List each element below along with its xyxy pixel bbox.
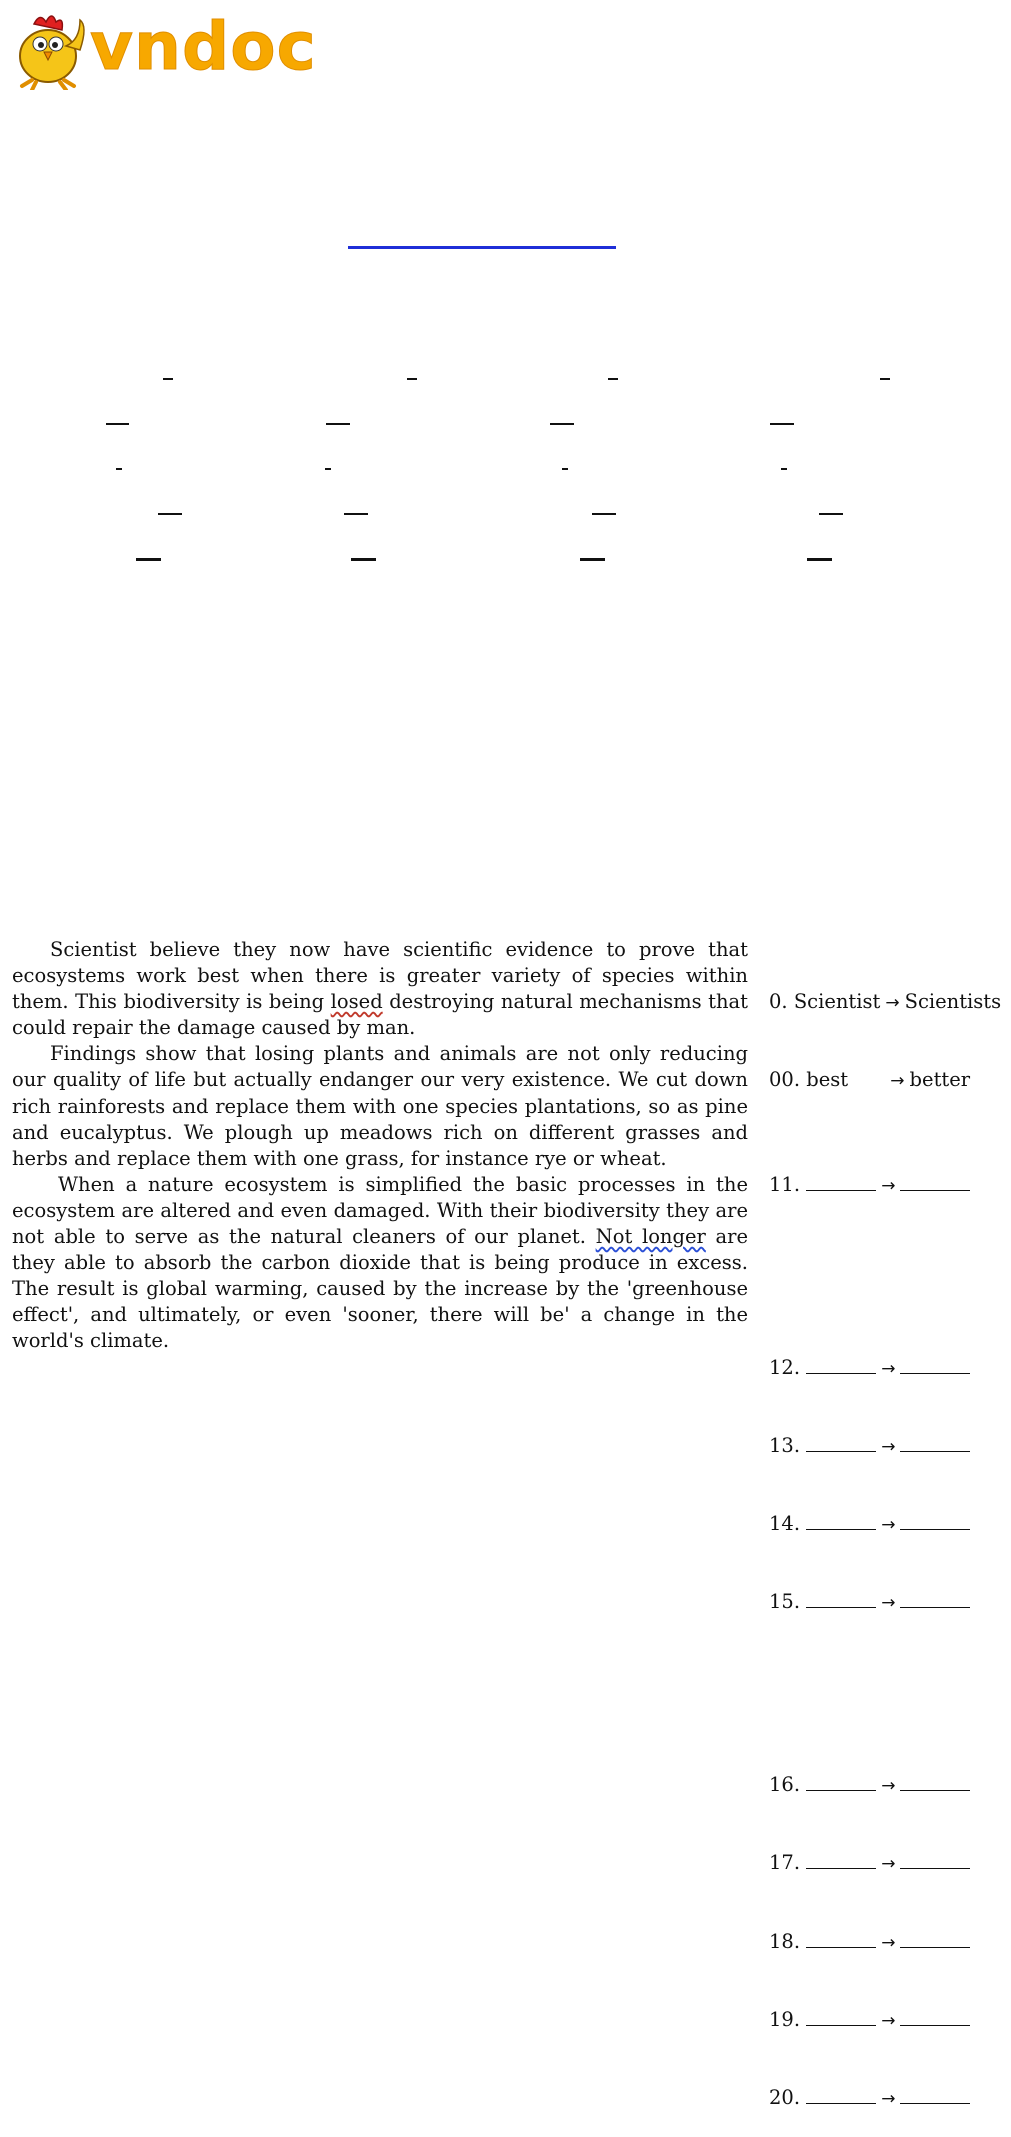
rule-mark <box>819 513 843 515</box>
example-row: 0. Scientist → Scientists <box>769 990 1002 1014</box>
arrow-icon: → <box>890 1071 905 1092</box>
reading-passage <box>12 937 748 1355</box>
answer-blank[interactable] <box>900 1929 970 1948</box>
rule-mark <box>592 513 616 515</box>
answer-row[interactable]: 20. → <box>769 2085 1009 2111</box>
rule-mark <box>326 423 350 425</box>
logo-wordmark: vndoc <box>90 8 317 85</box>
answer-blank[interactable] <box>806 1355 876 1374</box>
answer-blank[interactable] <box>806 1850 876 1869</box>
passage-paragraph-1: Scientist believe they now have scientific evidence to prove that ecosystems work best when there is greater variety of species within them. This biodiversity is being losed destroying natural mechanisms that could repair the damage caused by man. <box>12 938 748 1040</box>
answer-column <box>769 937 1009 2137</box>
answer-row[interactable]: 18. → <box>769 1929 1009 1955</box>
answer-blank[interactable] <box>806 1433 876 1452</box>
rule-mark <box>136 558 161 561</box>
rule-mark <box>407 378 417 380</box>
arrow-icon: → <box>881 1436 896 1457</box>
answer-blank[interactable] <box>900 2085 970 2104</box>
rule-mark <box>580 558 605 561</box>
passage-paragraph-3: When a nature ecosystem is simplified the basic processes in the ecosystem are altered and even damaged. With their biodiversity they are not able to serve as the natural cleaners of our planet. Not longer are they able to absorb the carbon dioxide that is being produce in excess. The result is global warming, caused by the increase by the 'greenhouse effect', and ultimately, or even 'sooner, there will be' a change in the world's climate. <box>12 1172 749 1353</box>
arrow-icon: → <box>881 1175 896 1196</box>
passage-paragraph-2: Findings show that losing plants and animals are not only reducing our quality of life but actually endanger our very existence. We cut down rich rainforests and replace them with one species plantations, so as pine and eucalyptus. We plough up meadows rich on different grasses and herbs and replace them with one grass, for instance rye or wheat. <box>12 1042 748 1170</box>
rule-mark <box>608 378 618 380</box>
answer-blank[interactable] <box>900 1511 970 1530</box>
answer-row[interactable]: 13. → <box>769 1433 1009 1459</box>
spelling-error-mark: losed <box>330 990 383 1014</box>
answer-blank[interactable] <box>806 1772 876 1791</box>
arrow-icon: → <box>881 1593 896 1614</box>
rule-mark <box>807 558 832 561</box>
arrow-icon: → <box>881 2089 896 2110</box>
rule-mark <box>163 378 173 380</box>
arrow-icon: → <box>881 1515 896 1536</box>
answer-blank[interactable] <box>806 1172 876 1191</box>
answer-blank[interactable] <box>806 1929 876 1948</box>
answer-blank[interactable] <box>900 1172 970 1191</box>
answer-blank[interactable] <box>900 1589 970 1608</box>
hyperlink-underline[interactable] <box>348 246 616 249</box>
answer-row[interactable]: 14. → <box>769 1511 1009 1537</box>
example-row: 00. best → better <box>769 1068 971 1092</box>
answer-blank[interactable] <box>806 1589 876 1608</box>
arrow-icon: → <box>881 1854 896 1875</box>
rule-mark <box>562 468 568 470</box>
answer-row[interactable]: 15. → <box>769 1589 1009 1615</box>
arrow-icon: → <box>881 1932 896 1953</box>
answer-blank[interactable] <box>806 2085 876 2104</box>
rule-mark <box>770 423 794 425</box>
arrow-icon: → <box>881 2010 896 2031</box>
answer-row[interactable]: 11. → <box>769 1172 1009 1198</box>
rule-mark <box>550 423 574 425</box>
answer-blank[interactable] <box>900 1772 970 1791</box>
answer-blank[interactable] <box>900 1355 970 1374</box>
answer-row[interactable]: 17. → <box>769 1850 1009 1876</box>
answer-blank[interactable] <box>900 1850 970 1869</box>
arrow-icon: → <box>885 993 900 1014</box>
arrow-icon: → <box>881 1776 896 1796</box>
rule-mark <box>344 513 368 515</box>
answer-blank[interactable] <box>900 1433 970 1452</box>
rule-mark <box>325 468 331 470</box>
vndoc-logo[interactable] <box>6 6 336 90</box>
rule-mark <box>880 378 890 380</box>
rule-mark <box>351 558 376 561</box>
answer-blank[interactable] <box>900 2007 970 2026</box>
arrow-icon: → <box>881 1358 896 1379</box>
grammar-error-mark: Not longer <box>595 1225 706 1249</box>
rule-mark <box>116 468 122 470</box>
answer-blank[interactable] <box>806 1511 876 1530</box>
answer-row[interactable]: 16. → <box>769 1772 1009 1798</box>
rule-mark <box>106 423 129 425</box>
answer-blank[interactable] <box>806 2007 876 2026</box>
rule-mark <box>781 468 787 470</box>
answer-row[interactable]: 19. → <box>769 2007 1009 2033</box>
answer-row[interactable]: 12. → <box>769 1355 1009 1381</box>
chicken-mascot-icon <box>6 6 90 90</box>
rule-mark <box>158 513 182 515</box>
